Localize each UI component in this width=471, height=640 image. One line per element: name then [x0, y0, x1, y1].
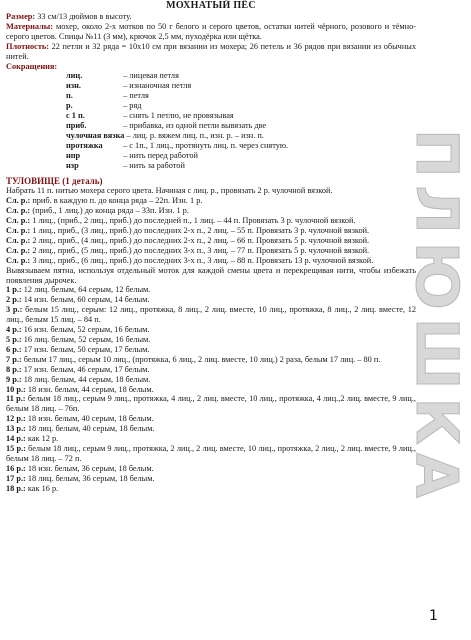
intro-paragraph: Набрать 11 п. нитью мохера серого цвета. Начиная с лиц. р., провязать 2 р. чулочной вязкой.: [6, 186, 333, 196]
watermark-text: ПЛЮШКА: [403, 129, 471, 506]
step-instruction: 11 р.: белым 18 лиц., серым 9 лиц., протяжка, 4 лиц., 2 лиц. вместе, 10 лиц., протяжка, 4 лиц.,2 лиц. вместе, 9 лиц., белым 18 лиц. – 76п.: [6, 394, 416, 414]
abbreviation-item: приб. – прибавка, из одной петли вывязать две: [66, 120, 267, 130]
density-text: 22 петли и 32 ряда = 10х10 см при вязании из мохера; 26 петель и 36 рядов при вязании из обычных нитей.: [6, 41, 416, 61]
row-instruction: Сл. р.: (приб., 1 лиц.) до конца ряда – 33п. Изн. 1 р.: [6, 206, 189, 216]
step-instruction: 5 р.: 16 лиц. белым, 52 серым, 16 белым.: [6, 335, 151, 344]
row-instruction: Сл. р.: 1 лиц., (приб., 2 лиц., приб.) до последней п., 1 лиц. – 44 п. Провязать 3 р. чулочной вязкой.: [6, 216, 356, 226]
abbreviation-item: с 1 п. – снять 1 петлю, не провязывая: [66, 111, 234, 121]
step-instruction: 6 р.: 17 изн. белым, 50 серым, 17 белым.: [6, 344, 150, 354]
materials-paragraph: [6, 22, 416, 42]
size-paragraph: [6, 12, 416, 22]
step-instruction: 2 р.: 14 изн. белым, 60 серым, 14 белым.: [6, 295, 150, 305]
step-instruction: 1 р.: 12 лиц. белым, 64 серым, 12 белым.: [6, 285, 151, 295]
step-instruction: 17 р.: 18 лиц. белым, 36 серым, 18 белым.: [6, 473, 155, 483]
step-instruction: 18 р.: как 16 р.: [6, 483, 59, 493]
document-title: МОХНАТЫЙ ПЁС: [166, 0, 256, 11]
size-label: Размер:: [6, 12, 36, 21]
step-instruction: 9 р.: 18 лиц. белым, 44 серым, 18 белым.: [6, 374, 151, 384]
density-paragraph: [6, 42, 416, 62]
abbreviation-item: п. – петля: [66, 91, 149, 101]
step-instruction: 10 р.: 18 изн. белым, 44 серым, 18 белым.: [6, 384, 154, 394]
abbreviation-item: лиц. – лицевая петля: [66, 71, 179, 81]
abbreviations-label: Сокращения:: [6, 61, 58, 71]
step-instruction: 13 р.: 18 лиц. белым, 40 серым, 18 белым.: [6, 424, 155, 434]
step-instruction: 14 р.: как 12 р.: [6, 434, 59, 444]
row-instruction: Сл. р.: 2 лиц., приб., (5 лиц., приб.) до последних 3-х п., 3 лиц. – 77 п. Провязать 5 р. чулочной вязкой.: [6, 245, 370, 255]
abbreviations-list: [66, 71, 416, 170]
step-instruction: 12 р.: 18 изн. белым, 40 серым, 18 белым.: [6, 414, 154, 424]
side-watermark: [403, 10, 471, 625]
row-instruction: Сл. р.: 3 лиц., приб., (6 лиц., приб.) до последних 3-х п., 3 лиц. – 88 п. Провязать 13 р. чулочной вязкой.: [6, 255, 374, 265]
color-note: Вывязываем пятна, используя отдельный моток для каждой смены цвета и перекрещивая нити, чтобы избежать появления дырочек.: [6, 265, 416, 285]
step-instruction: 4 р.: 16 изн. белым, 52 серым, 16 белым.: [6, 325, 150, 335]
abbreviation-item: нпр – нить перед работой: [66, 150, 198, 160]
abbreviation-item: чулочная вязка – лиц. р. вяжем лиц. п., изн. р. – изн. п.: [66, 130, 264, 140]
step-instruction: 8 р.: 17 изн. белым, 46 серым, 17 белым.: [6, 364, 150, 374]
materials-label: Материалы:: [6, 21, 54, 31]
abbreviation-item: нзр – нить за работой: [66, 160, 185, 170]
materials-text: мохер, около 2-х мотков по 50 г белого и серого цветов, остатки нитей чёрного, розового и тёмно-серого цветов. Спицы №11 (3 мм), крючок 2,5 мм, пуходёрка или щётка.: [6, 21, 416, 41]
section-heading: ТУЛОВИЩЕ (1 деталь): [6, 175, 103, 186]
step-instruction: 3 р.: белым 15 лиц., серым: 12 лиц., протяжка, 8 лиц., 2 лиц. вместе, 10 лиц., протяжка, 8 лиц., 2 лиц. вместе, 12 лиц., белым 15 лиц. – 84 п.: [6, 305, 416, 325]
step-instruction: 15 р.: белым 18 лиц., серым 9 лиц., протяжка, 2 лиц., 2 лиц. вместе, 10 лиц., протяжка, 2 лиц., 2 лиц. вместе, 9 лиц., белым 18 лиц. – 72 п.: [6, 443, 416, 463]
abbreviation-item: изн. – изнаночная петля: [66, 81, 192, 91]
row-instruction: Сл. р.: 2 лиц., приб., (4 лиц., приб.) до последних 2-х п., 2 лиц. – 66 п. Провязать 5 р. чулочной вязкой.: [6, 235, 370, 245]
abbreviation-item: р. – ряд: [66, 101, 142, 111]
size-text: 33 см/13 дюймов в высоту.: [35, 12, 132, 21]
page-number: 1: [429, 608, 438, 624]
abbreviation-item: протяжка – с 1п., 1 лиц., протянуть лиц. п. через снятую.: [66, 140, 289, 150]
document-page: [6, 0, 416, 494]
row-instruction: Сл. р.: приб. в каждую п. до конца ряда – 22п. Изн. 1 р.: [6, 196, 203, 206]
density-label: Плотность:: [6, 41, 50, 51]
row-instruction: Сл. р.: 1 лиц., приб., (3 лиц., приб.) до последних 2-х п., 2 лиц. – 55 п. Провязать 3 р. чулочной вязкой.: [6, 226, 370, 236]
step-instruction: 7 р.: белым 17 лиц., серым 10 лиц., (протяжка, 6 лиц., 2 лиц. вместе, 10 лиц.) 2 раза, белым 17 лиц. – 80 п.: [6, 354, 381, 364]
step-instruction: 16 р.: 18 изн. белым, 36 серым, 18 белым.: [6, 463, 154, 473]
